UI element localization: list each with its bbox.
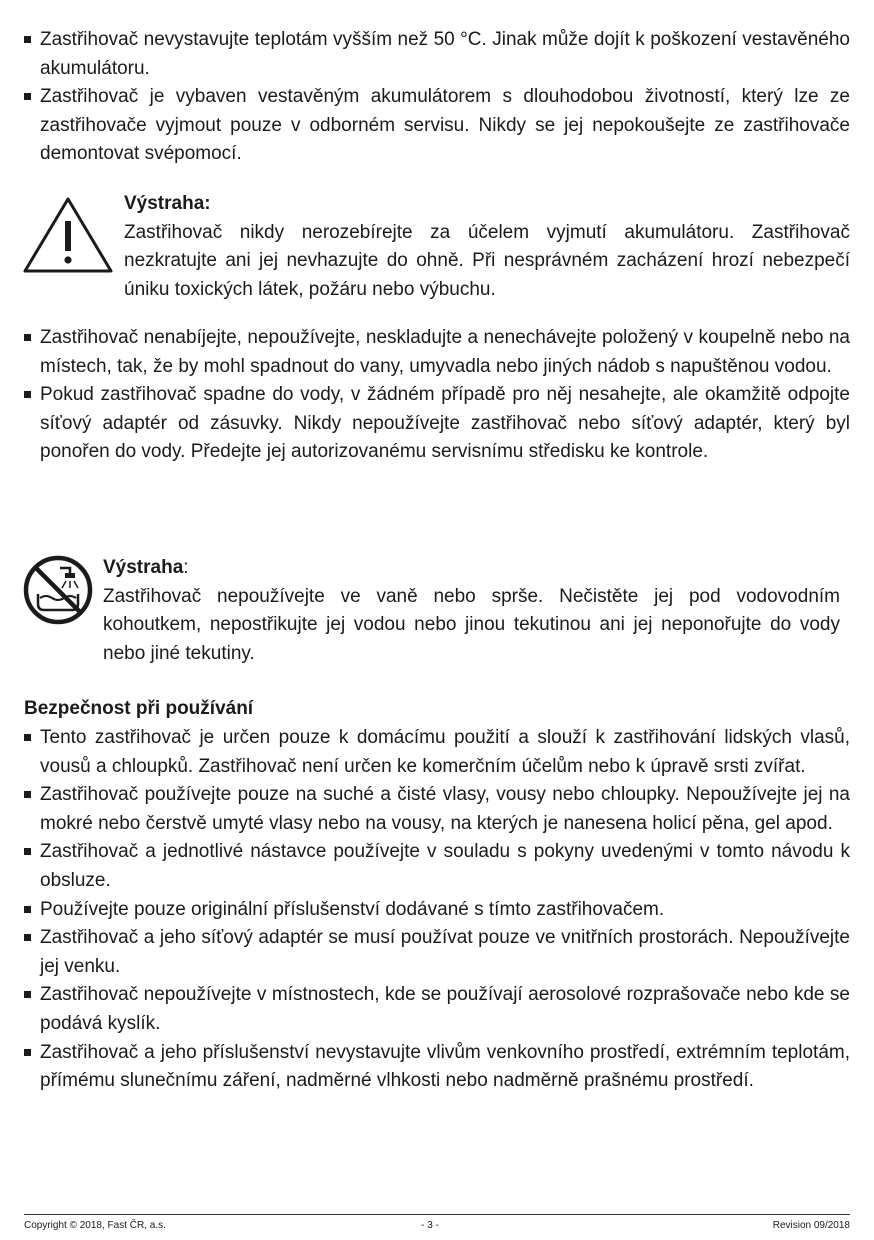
list-item: Zastřihovač je vybaven vestavěným akumulátorem s dlouhodobou životností, který lze ze zastřihovače vyjmout pouze v odborném servisu. Nikdy se jej nepokoušejte ze zastřihovače demontovat svépomocí.: [24, 83, 850, 169]
list-item: Pokud zastřihovač spadne do vody, v žádném případě pro něj nesahejte, ale okamžitě odpojte síťový adaptér od zásuvky. Nikdy nepoužívejte zastřihovač nebo síťový adaptér, který byl ponořen do vody. Předejte jej autorizovanému servisnímu středisku ke kontrole.: [24, 381, 850, 467]
list-item: Zastřihovač nevystavujte teplotám vyšším než 50 °C. Jinak může dojít k poškození vestavěného akumulátoru.: [24, 26, 850, 83]
section-heading: Bezpečnost při používání: [24, 698, 254, 719]
warning-text: Zastřihovač nikdy nerozebírejte za účelem vyjmutí akumulátoru. Zastřihovač nezkratujte ani jej nevhazujte do ohně. Při nesprávném zacházení hrozí nebezpečí úniku toxických látek, požáru nebo výbuchu.: [124, 221, 850, 300]
list-item: Zastřihovač a jeho příslušenství nevystavujte vlivům venkovního prostředí, extrémním teplotám, přímému slunečnímu záření, nadměrné vlhkosti nebo nadměrně prašnému prostředí.: [24, 1039, 850, 1096]
warning-title-line: [103, 554, 840, 583]
warning-title: Výstraha: [103, 557, 184, 578]
top-bullet-list: [24, 26, 850, 169]
list-item: Zastřihovač a jednotlivé nástavce používejte v souladu s pokyny uvedenými v tomto návodu k obsluze.: [24, 838, 850, 895]
list-item: Zastřihovač nenabíjejte, nepoužívejte, neskladujte a nenechávejte položený v koupelně nebo na místech, tak, že by mohl spadnout do vany, umyvadla nebo jiných nádob s napuštěnou vodou.: [24, 324, 850, 381]
warning-title-suffix: :: [183, 557, 189, 578]
list-item: Tento zastřihovač je určen pouze k domácímu použití a slouží k zastřihování lidských vlasů, vousů a chloupků. Zastřihovač není určen ke komerčním účelům nebo k úpravě srsti zvířat.: [24, 724, 850, 781]
list-item: Zastřihovač používejte pouze na suché a čisté vlasy, vousy nebo chloupky. Nepoužívejte jej na mokré nebo čerstvě umyté vlasy nebo na vousy, na kterých je nanesena holicí pěna, gel apod.: [24, 781, 850, 838]
list-item: Zastřihovač a jeho síťový adaptér se musí používat pouze ve vnitřních prostorách. Nepoužívejte jej venku.: [24, 924, 850, 981]
warning-triangle-icon: [22, 195, 114, 275]
warning-box-battery: [0, 190, 874, 310]
safety-bullet-list: [24, 724, 850, 1096]
warning-box-water: [0, 554, 874, 674]
warning-body: [103, 554, 840, 668]
footer-page-number: - 3 -: [421, 1220, 439, 1231]
no-bath-shower-icon: [22, 554, 94, 626]
footer-revision: Revision 09/2018: [772, 1220, 850, 1231]
list-item: Zastřihovač nepoužívejte v místnostech, kde se používají aerosolové rozprašovače nebo kde se podává kyslík.: [24, 981, 850, 1038]
list-item: Používejte pouze originální příslušenství dodávané s tímto zastřihovačem.: [24, 896, 850, 925]
middle-bullet-list: [24, 324, 850, 467]
footer-divider: [24, 1214, 850, 1215]
warning-text: Zastřihovač nepoužívejte ve vaně nebo sprše. Nečistěte jej pod vodovodním kohoutkem, nepostřikujte jej vodou nebo jinou tekutinou ani jej neponořujte do vody nebo jiné tekutiny.: [103, 585, 840, 664]
warning-title: Výstraha:: [124, 193, 211, 214]
footer-copyright: Copyright © 2018, Fast ČR, a.s.: [24, 1220, 166, 1231]
warning-body: [124, 190, 850, 304]
